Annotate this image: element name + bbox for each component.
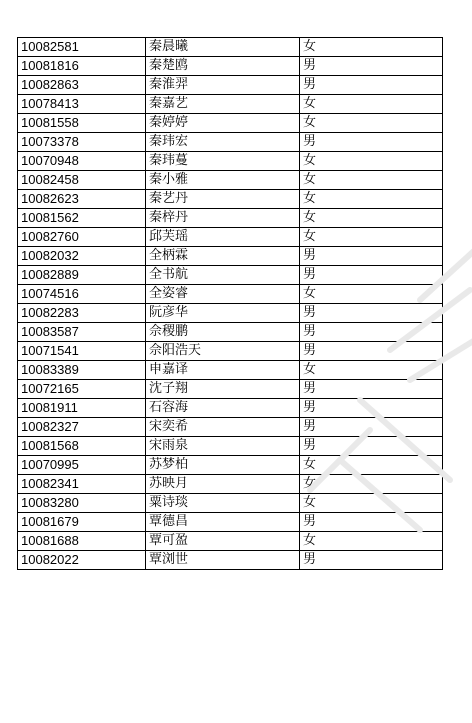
student-id-cell: 10082623 xyxy=(18,190,146,209)
student-gender-cell: 男 xyxy=(300,342,443,361)
student-name-cell: 秦玮宏 xyxy=(146,133,300,152)
student-roster-sheet xyxy=(17,37,442,570)
student-gender-cell: 男 xyxy=(300,133,443,152)
table-row xyxy=(18,513,443,532)
table-row xyxy=(18,266,443,285)
table-row xyxy=(18,380,443,399)
student-name-cell: 粟诗琰 xyxy=(146,494,300,513)
student-id-cell: 10082032 xyxy=(18,247,146,266)
table-row xyxy=(18,532,443,551)
roster-body xyxy=(18,38,443,570)
student-gender-cell: 女 xyxy=(300,152,443,171)
table-row xyxy=(18,190,443,209)
student-id-cell: 10081568 xyxy=(18,437,146,456)
student-name-cell: 秦玮蔓 xyxy=(146,152,300,171)
student-name-cell: 全姿睿 xyxy=(146,285,300,304)
student-id-cell: 10071541 xyxy=(18,342,146,361)
student-name-cell: 宋奕希 xyxy=(146,418,300,437)
student-gender-cell: 女 xyxy=(300,171,443,190)
student-gender-cell: 女 xyxy=(300,114,443,133)
student-id-cell: 10082022 xyxy=(18,551,146,570)
student-gender-cell: 男 xyxy=(300,380,443,399)
student-name-cell: 佘阳浩天 xyxy=(146,342,300,361)
student-name-cell: 覃德昌 xyxy=(146,513,300,532)
table-row xyxy=(18,361,443,380)
table-row xyxy=(18,399,443,418)
table-row xyxy=(18,209,443,228)
student-name-cell: 石容海 xyxy=(146,399,300,418)
table-row xyxy=(18,342,443,361)
student-id-cell: 10070995 xyxy=(18,456,146,475)
student-name-cell: 秦艺丹 xyxy=(146,190,300,209)
student-id-cell: 10082581 xyxy=(18,38,146,57)
student-gender-cell: 男 xyxy=(300,323,443,342)
student-id-cell: 10082889 xyxy=(18,266,146,285)
table-row xyxy=(18,247,443,266)
student-gender-cell: 男 xyxy=(300,551,443,570)
table-row xyxy=(18,38,443,57)
student-name-cell: 申嘉译 xyxy=(146,361,300,380)
table-row xyxy=(18,228,443,247)
student-id-cell: 10082863 xyxy=(18,76,146,95)
student-name-cell: 秦嘉艺 xyxy=(146,95,300,114)
student-roster-table xyxy=(17,37,443,570)
table-row xyxy=(18,152,443,171)
student-gender-cell: 男 xyxy=(300,437,443,456)
student-id-cell: 10081562 xyxy=(18,209,146,228)
table-row xyxy=(18,171,443,190)
student-id-cell: 10072165 xyxy=(18,380,146,399)
student-name-cell: 覃浏世 xyxy=(146,551,300,570)
student-name-cell: 全柄霖 xyxy=(146,247,300,266)
student-name-cell: 秦楚鸥 xyxy=(146,57,300,76)
student-name-cell: 全书航 xyxy=(146,266,300,285)
student-gender-cell: 女 xyxy=(300,38,443,57)
student-gender-cell: 男 xyxy=(300,247,443,266)
table-row xyxy=(18,285,443,304)
student-id-cell: 10083587 xyxy=(18,323,146,342)
student-id-cell: 10083389 xyxy=(18,361,146,380)
student-name-cell: 佘稷鹏 xyxy=(146,323,300,342)
student-id-cell: 10074516 xyxy=(18,285,146,304)
student-id-cell: 10082458 xyxy=(18,171,146,190)
student-name-cell: 沈子翔 xyxy=(146,380,300,399)
student-id-cell: 10082327 xyxy=(18,418,146,437)
student-gender-cell: 女 xyxy=(300,532,443,551)
student-gender-cell: 男 xyxy=(300,57,443,76)
student-name-cell: 覃可盈 xyxy=(146,532,300,551)
student-id-cell: 10081558 xyxy=(18,114,146,133)
student-gender-cell: 男 xyxy=(300,76,443,95)
table-row xyxy=(18,551,443,570)
student-id-cell: 10082341 xyxy=(18,475,146,494)
student-id-cell: 10073378 xyxy=(18,133,146,152)
student-gender-cell: 男 xyxy=(300,418,443,437)
student-gender-cell: 女 xyxy=(300,494,443,513)
student-id-cell: 10070948 xyxy=(18,152,146,171)
table-row xyxy=(18,456,443,475)
student-gender-cell: 女 xyxy=(300,361,443,380)
student-gender-cell: 女 xyxy=(300,285,443,304)
student-gender-cell: 女 xyxy=(300,475,443,494)
table-row xyxy=(18,475,443,494)
student-id-cell: 10081816 xyxy=(18,57,146,76)
student-name-cell: 秦小雅 xyxy=(146,171,300,190)
student-gender-cell: 女 xyxy=(300,190,443,209)
student-name-cell: 秦梓丹 xyxy=(146,209,300,228)
student-name-cell: 秦淮羿 xyxy=(146,76,300,95)
student-name-cell: 阮彦华 xyxy=(146,304,300,323)
table-row xyxy=(18,57,443,76)
table-row xyxy=(18,437,443,456)
student-gender-cell: 男 xyxy=(300,513,443,532)
student-gender-cell: 女 xyxy=(300,95,443,114)
student-name-cell: 宋雨泉 xyxy=(146,437,300,456)
student-gender-cell: 女 xyxy=(300,209,443,228)
table-row xyxy=(18,114,443,133)
student-id-cell: 10082283 xyxy=(18,304,146,323)
student-id-cell: 10081688 xyxy=(18,532,146,551)
student-gender-cell: 女 xyxy=(300,456,443,475)
student-id-cell: 10083280 xyxy=(18,494,146,513)
table-row xyxy=(18,76,443,95)
student-gender-cell: 男 xyxy=(300,266,443,285)
student-gender-cell: 男 xyxy=(300,399,443,418)
table-row xyxy=(18,304,443,323)
table-row xyxy=(18,95,443,114)
student-id-cell: 10081679 xyxy=(18,513,146,532)
student-name-cell: 苏梦柏 xyxy=(146,456,300,475)
table-row xyxy=(18,494,443,513)
table-row xyxy=(18,133,443,152)
student-gender-cell: 男 xyxy=(300,304,443,323)
table-row xyxy=(18,418,443,437)
student-name-cell: 邱芙瑶 xyxy=(146,228,300,247)
student-id-cell: 10078413 xyxy=(18,95,146,114)
student-id-cell: 10082760 xyxy=(18,228,146,247)
table-row xyxy=(18,323,443,342)
student-name-cell: 苏映月 xyxy=(146,475,300,494)
student-id-cell: 10081911 xyxy=(18,399,146,418)
student-name-cell: 秦晨曦 xyxy=(146,38,300,57)
student-gender-cell: 女 xyxy=(300,228,443,247)
student-name-cell: 秦婷婷 xyxy=(146,114,300,133)
